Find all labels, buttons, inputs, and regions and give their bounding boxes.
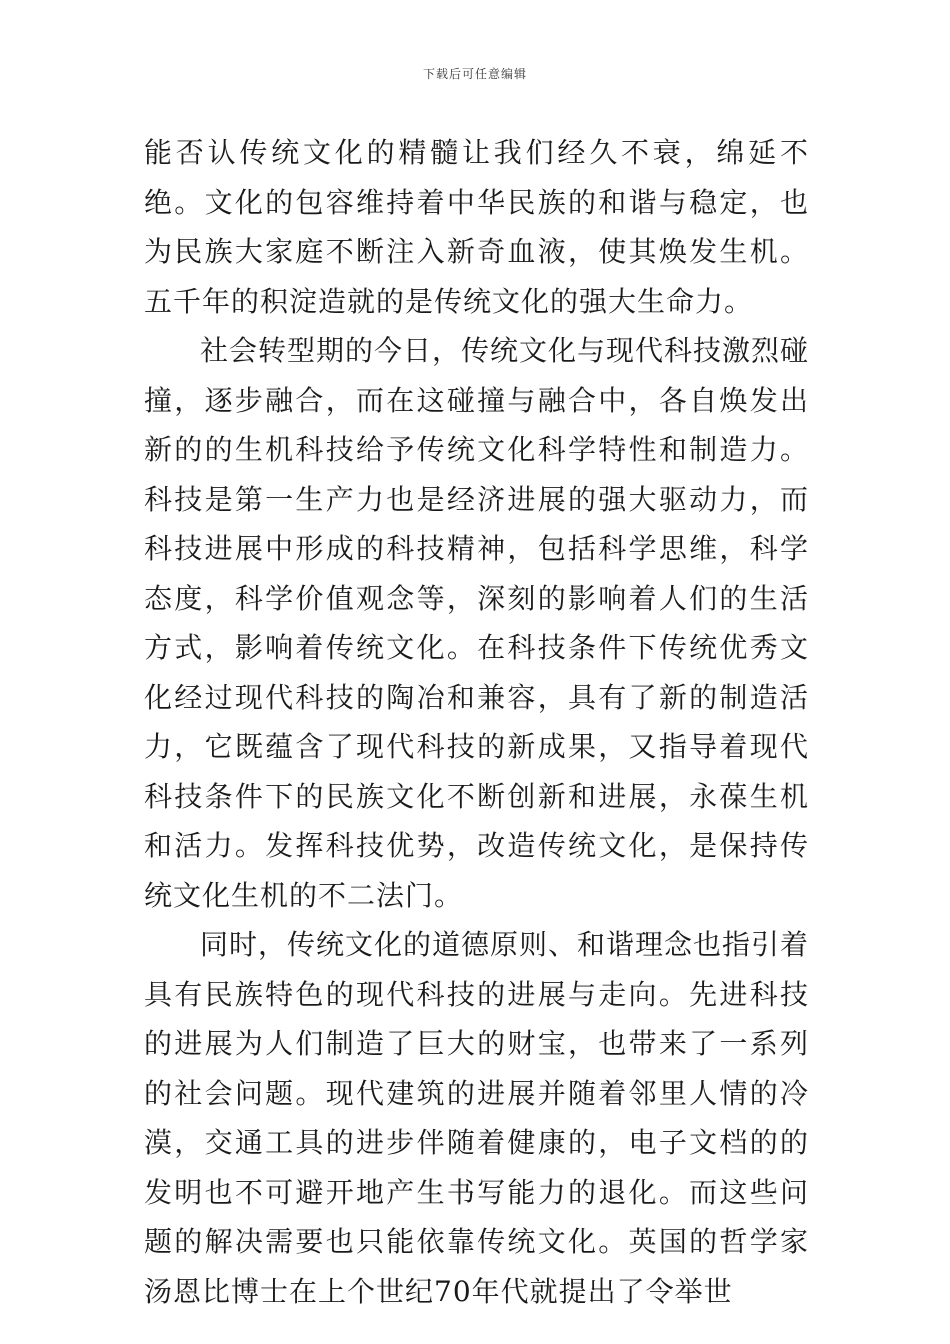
paragraph-2: 社会转型期的今日，传统文化与现代科技激烈碰撞，逐步融合，而在这碰撞与融合中，各自焕发出新的的生机科技给予传统文化科学特性和制造力。科技是第一生产力也是经济进展的强大驱动力，而科技进展中形成的科技精神，包括科学思维，科学态度，科学价值观念等，深刻的影响着人们的生活方式，影响着传统文化。在科技条件下传统优秀文化经过现代科技的陶冶和兼容，具有了新的制造活力，它既蕴含了现代科技的新成果，又指导着现代科技条件下的民族文化不断创新和进展，永葆生机和活力。发挥科技优势，改造传统文化，是保持传统文化生机的不二法门。 [144,334,810,912]
paragraph-3: 同时，传统文化的道德原则、和谐理念也指引着具有民族特色的现代科技的进展与走向。先进科技的进展为人们制造了巨大的财宝，也带来了一系列的社会问题。现代建筑的进展并随着邻里人情的冷漠，交通工具的进步伴随着健康的，电子文档的的发明也不可避开地产生书写能力的退化。而这些问题的解决需要也只能依靠传统文化。英国的哲学家汤恩比博士在上个世纪70年代就提出了令举世 [144,928,810,1308]
page-header: 下载后可任意编辑 [422,67,527,81]
document-body [144,128,809,1316]
paragraph-1: 能否认传统文化的精髓让我们经久不衰，绵延不绝。文化的包容维持着中华民族的和谐与稳定，也为民族大家庭不断注入新奇血液，使其焕发生机。五千年的积淀造就的是传统文化的强大生命力。 [144,136,809,318]
